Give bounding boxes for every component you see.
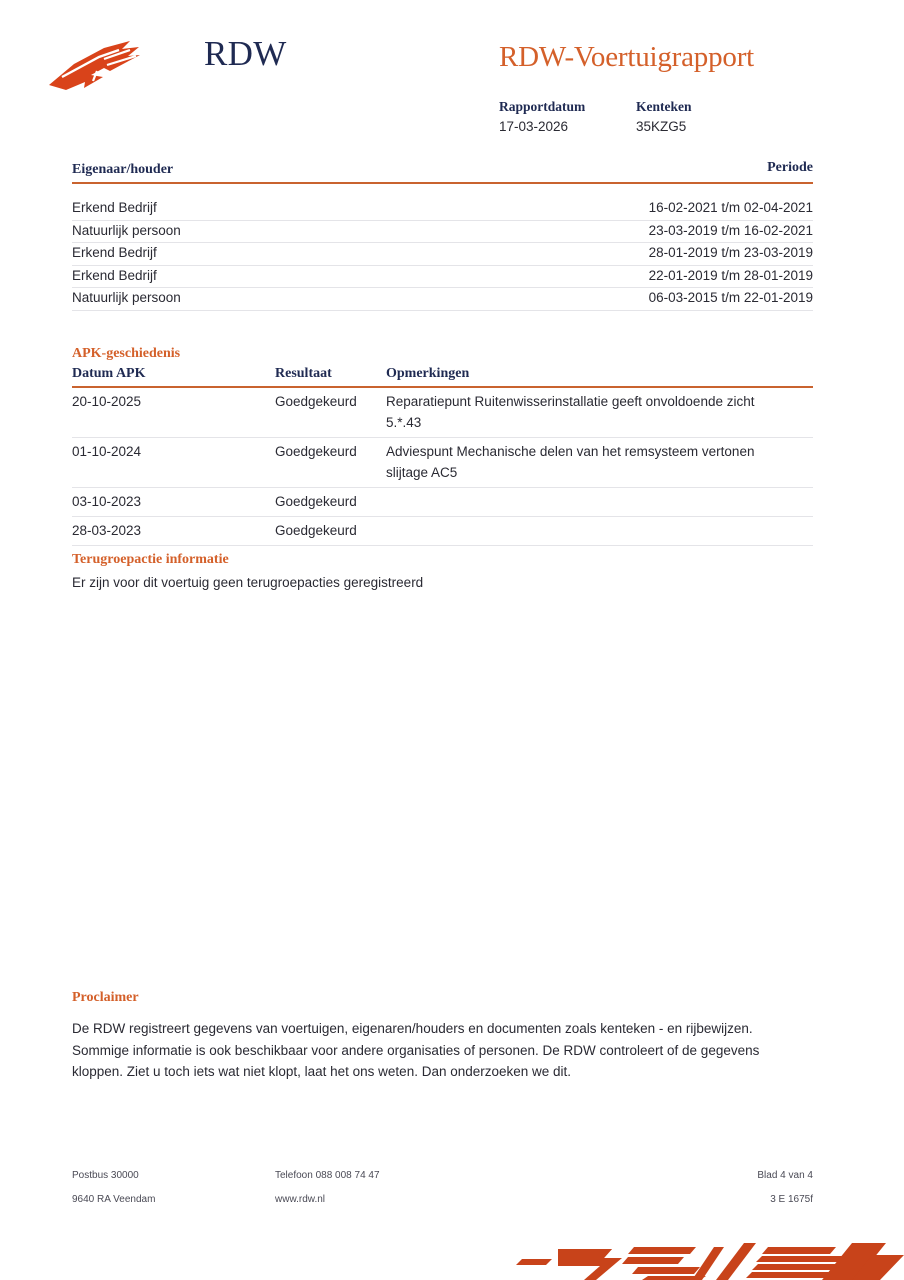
apk-remark-line: slijtage AC5	[386, 464, 458, 480]
apk-col-remarks-header: Opmerkingen	[386, 366, 470, 381]
owner-period: 28-01-2019 t/m 23-03-2019	[648, 245, 813, 260]
report-date-field	[499, 97, 636, 137]
apk-remark-line: Adviespunt Mechanische delen van het remsysteem vertonen	[386, 443, 755, 459]
apk-remark-line: Reparatiepunt Ruitenwisserinstallatie geeft onvoldoende zicht	[386, 393, 755, 409]
recall-section	[72, 552, 813, 593]
proclaimer-section-body	[72, 1018, 813, 1083]
document-header	[0, 0, 904, 150]
apk-date: 28-03-2023	[72, 522, 142, 538]
report-date-value: 17-03-2026	[499, 119, 569, 134]
footer-form-code: 3 E 1675f	[770, 1194, 813, 1205]
owner-section-header	[72, 160, 813, 178]
apk-col-date-header: Datum APK	[72, 366, 146, 381]
footer-phone: Telefoon 088 008 74 47	[275, 1170, 380, 1181]
owner-table	[72, 198, 813, 311]
page-title: RDW-Voertuigrapport	[499, 41, 755, 73]
table-row	[72, 266, 813, 289]
apk-remark	[386, 391, 786, 433]
footer-row	[72, 1170, 813, 1194]
apk-date: 20-10-2025	[72, 393, 142, 409]
owner-section-rule	[72, 182, 813, 184]
rdw-logo	[44, 34, 304, 94]
table-row	[72, 198, 813, 221]
document-footer	[72, 1170, 813, 1218]
owner-period-header: Periode	[767, 160, 813, 175]
apk-date: 01-10-2024	[72, 443, 142, 459]
apk-result: Goedgekeurd	[275, 493, 357, 509]
apk-section-title: APK-geschiedenis	[72, 346, 181, 361]
owner-name: Erkend Bedrijf	[72, 200, 157, 215]
rdw-speed-stripes-graphic-icon	[500, 1225, 904, 1280]
license-plate-label: Kenteken	[636, 99, 692, 114]
footer-page-number: Blad 4 van 4	[757, 1170, 813, 1181]
apk-result: Goedgekeurd	[275, 443, 357, 459]
table-row	[72, 221, 813, 244]
owner-name: Erkend Bedrijf	[72, 267, 157, 283]
apk-date: 03-10-2023	[72, 493, 142, 509]
owner-name: Natuurlijk persoon	[72, 290, 181, 305]
proclaimer-line: De RDW registreert gegevens van voertuigen, eigenaren/houders en documenten zoals kenteken - en rijbewijzen.	[72, 1021, 753, 1036]
table-row	[72, 288, 813, 311]
recall-section-title: Terugroepactie informatie	[72, 552, 229, 567]
owner-period: 16-02-2021 t/m 02-04-2021	[648, 200, 813, 215]
owner-name: Natuurlijk persoon	[72, 222, 181, 238]
owner-period: 06-03-2015 t/m 22-01-2019	[648, 290, 813, 305]
apk-table-header	[72, 366, 813, 386]
rdw-feather-arrow-logo-icon	[44, 38, 164, 94]
apk-result: Goedgekeurd	[275, 522, 357, 538]
recall-section-body: Er zijn voor dit voertuig geen terugroepacties geregistreerd	[72, 575, 424, 590]
report-date-label: Rapportdatum	[499, 99, 586, 114]
apk-history-section	[72, 345, 813, 546]
table-row	[72, 388, 813, 438]
table-row	[72, 243, 813, 266]
footer-city: 9640 RA Veendam	[72, 1194, 156, 1205]
footer-postbus: Postbus 30000	[72, 1170, 139, 1181]
owner-name: Erkend Bedrijf	[72, 245, 157, 260]
proclaimer-section-title: Proclaimer	[72, 990, 139, 1005]
footer-website[interactable]: www.rdw.nl	[275, 1194, 326, 1205]
table-row	[72, 438, 813, 488]
rdw-wordmark: RDW	[204, 34, 287, 73]
license-plate-field	[636, 97, 692, 137]
owner-section-title: Eigenaar/houder	[72, 162, 174, 177]
proclaimer-line: kloppen. Ziet u toch iets wat niet klopt, laat het ons weten. Dan onderzoeken we dit.	[72, 1064, 572, 1079]
report-meta	[499, 97, 839, 137]
proclaimer-section	[72, 990, 813, 1083]
owner-period: 22-01-2019 t/m 28-01-2019	[648, 267, 813, 283]
apk-result: Goedgekeurd	[275, 393, 357, 409]
owner-period: 23-03-2019 t/m 16-02-2021	[648, 222, 813, 238]
footer-row	[72, 1194, 813, 1218]
proclaimer-line: Sommige informatie is ook beschikbaar voor andere organisaties of personen. De RDW controleert of de gegevens	[72, 1042, 760, 1058]
apk-remark-line: 5.*.43	[386, 414, 422, 430]
table-row	[72, 488, 813, 517]
apk-col-result-header: Resultaat	[275, 366, 332, 381]
apk-remark	[386, 441, 786, 483]
table-row	[72, 517, 813, 546]
license-plate-value: 35KZG5	[636, 119, 687, 134]
